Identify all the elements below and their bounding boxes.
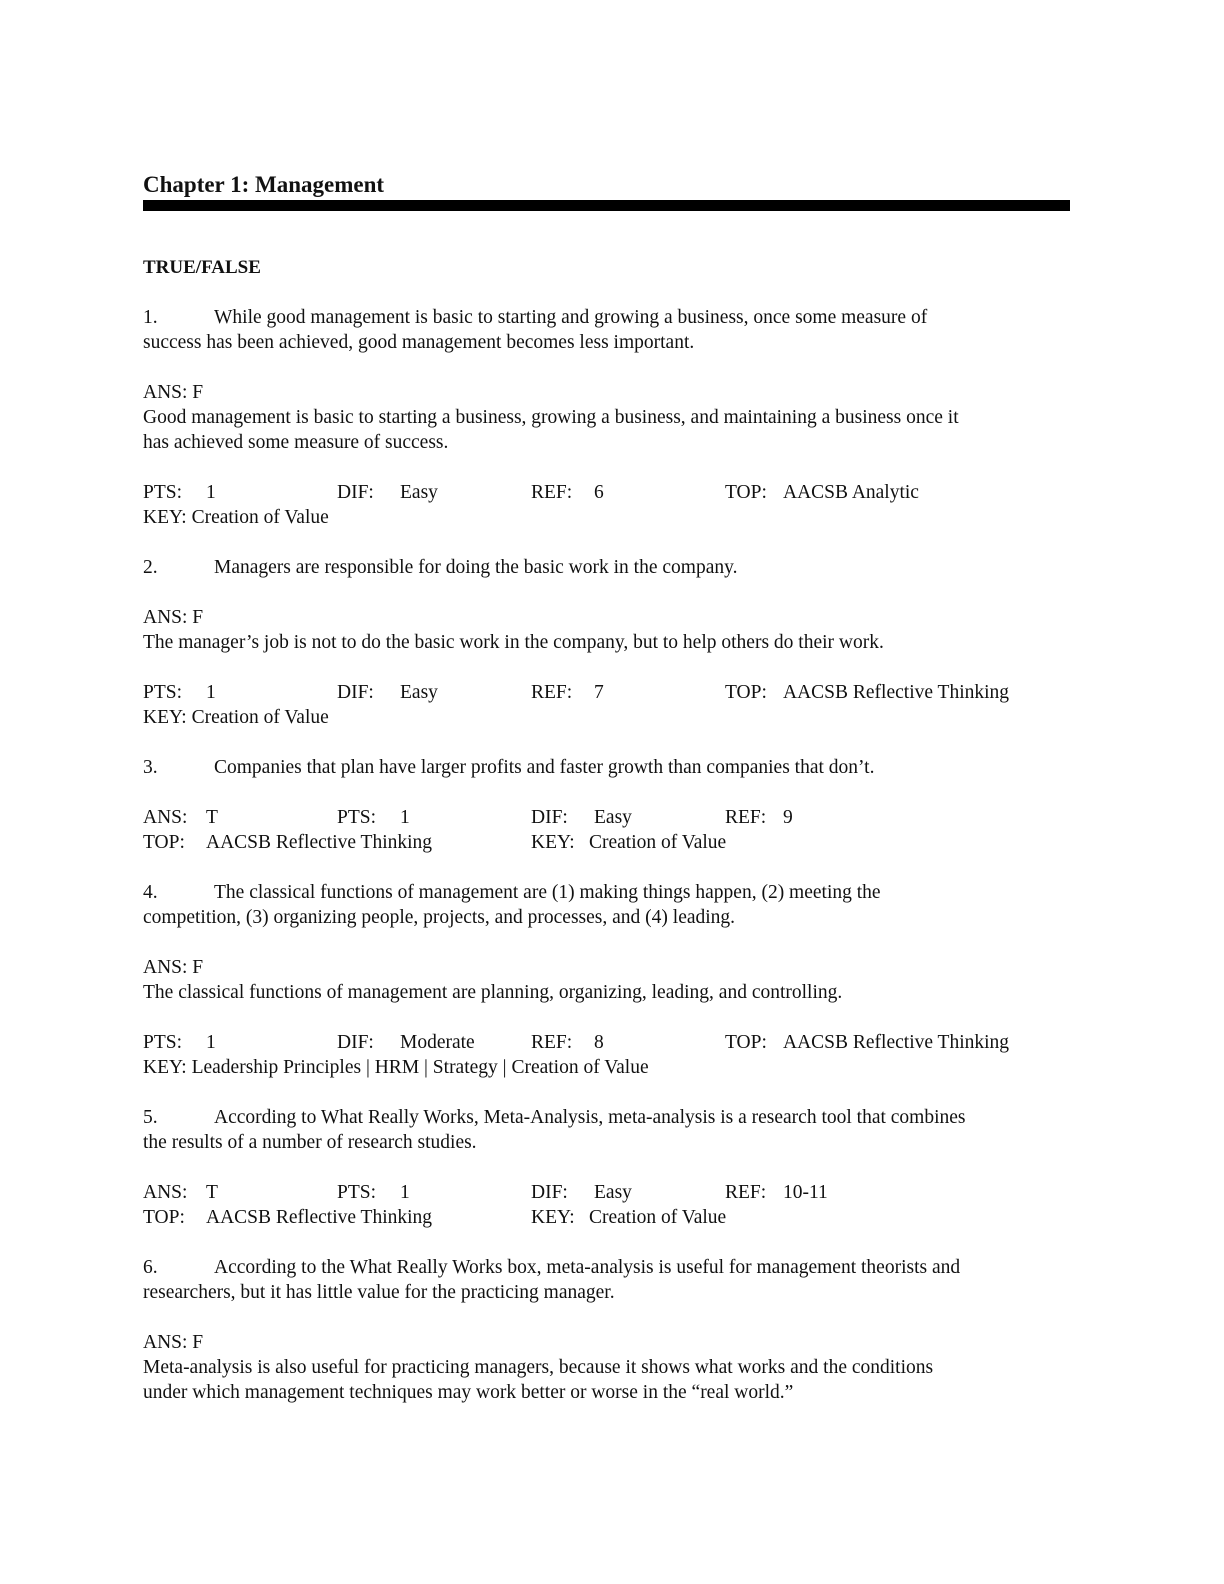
ans-label: ANS:: [143, 807, 188, 828]
answer-6: [143, 1330, 1070, 1405]
title-rule: [143, 200, 1070, 211]
ref-label: REF:: [725, 1182, 767, 1203]
dif-value: Easy: [594, 807, 632, 828]
pts-value: 1: [206, 1032, 216, 1053]
top-value: AACSB Reflective Thinking: [783, 682, 1010, 703]
answer-1: [143, 380, 1070, 455]
question-number: 1.: [143, 307, 158, 328]
answer-4: [143, 955, 1070, 1005]
question-number: 5.: [143, 1107, 158, 1128]
top-label: TOP:: [725, 682, 767, 703]
key-line: KEY: Creation of Value: [143, 507, 329, 528]
question-text-cont: the results of a number of research studies.: [143, 1132, 477, 1153]
question-text: Companies that plan have larger profits and faster growth than companies that don’t.: [214, 757, 875, 778]
question-6: [143, 1255, 1070, 1305]
dif-value: Moderate: [400, 1032, 475, 1053]
question-1: [143, 305, 1070, 355]
answer-label: ANS: F: [143, 382, 204, 403]
top-label: TOP:: [725, 482, 767, 503]
question-text: According to the What Really Works box, meta-analysis is useful for management theorists and: [214, 1257, 961, 1278]
explanation-cont: under which management techniques may work better or worse in the “real world.”: [143, 1382, 794, 1403]
explanation: Good management is basic to starting a business, growing a business, and maintaining a business once it: [143, 407, 959, 428]
ans-value: T: [206, 1182, 218, 1203]
ref-label: REF:: [725, 807, 767, 828]
top-label: TOP:: [143, 1207, 185, 1228]
pts-value: 1: [206, 482, 216, 503]
pts-label: PTS:: [143, 682, 183, 703]
question-text: Managers are responsible for doing the basic work in the company.: [214, 557, 738, 578]
ref-value: 7: [594, 682, 604, 703]
ref-value: 6: [594, 482, 604, 503]
top-value: AACSB Analytic: [783, 482, 919, 503]
question-text: According to What Really Works, Meta-Analysis, meta-analysis is a research tool that combines: [214, 1107, 966, 1128]
pts-value: 1: [400, 1182, 410, 1203]
explanation-cont: has achieved some measure of success.: [143, 432, 449, 453]
meta-1: [143, 480, 1070, 530]
ref-label: REF:: [531, 1032, 573, 1053]
top-value: AACSB Reflective Thinking: [783, 1032, 1010, 1053]
dif-value: Easy: [400, 482, 438, 503]
ref-value: 10-11: [783, 1182, 828, 1203]
ref-value: 9: [783, 807, 793, 828]
pts-label: PTS:: [143, 482, 183, 503]
question-text-cont: success has been achieved, good management becomes less important.: [143, 332, 695, 353]
key-value: Creation of Value: [589, 832, 727, 853]
dif-value: Easy: [400, 682, 438, 703]
key-label: KEY:: [531, 1207, 575, 1228]
ans-label: ANS:: [143, 1182, 188, 1203]
question-number: 3.: [143, 757, 158, 778]
key-label: KEY:: [531, 832, 575, 853]
dif-label: DIF:: [531, 1182, 568, 1203]
dif-label: DIF:: [337, 482, 374, 503]
ref-value: 8: [594, 1032, 604, 1053]
question-5: [143, 1105, 1070, 1155]
explanation: Meta-analysis is also useful for practicing managers, because it shows what works and the conditions: [143, 1357, 934, 1378]
pts-label: PTS:: [143, 1032, 183, 1053]
explanation: The manager’s job is not to do the basic work in the company, but to help others do their work.: [143, 632, 884, 653]
dif-label: DIF:: [337, 1032, 374, 1053]
document-page: [143, 170, 1070, 1405]
dif-label: DIF:: [337, 682, 374, 703]
answer-label: ANS: F: [143, 607, 204, 628]
question-text: While good management is basic to starting and growing a business, once some measure of: [214, 307, 928, 328]
chapter-title: Chapter 1: Management: [143, 172, 385, 197]
ref-label: REF:: [531, 682, 573, 703]
key-line: KEY: Creation of Value: [143, 707, 329, 728]
answer-label: ANS: F: [143, 957, 204, 978]
dif-label: DIF:: [531, 807, 568, 828]
question-text-cont: researchers, but it has little value for the practicing manager.: [143, 1282, 615, 1303]
key-value: Creation of Value: [589, 1207, 727, 1228]
question-number: 4.: [143, 882, 158, 903]
question-text: The classical functions of management are (1) making things happen, (2) meeting the: [214, 882, 881, 903]
ref-label: REF:: [531, 482, 573, 503]
meta-4: [143, 1030, 1070, 1080]
ans-value: T: [206, 807, 218, 828]
meta-3: [143, 805, 1070, 855]
question-text-cont: competition, (3) organizing people, projects, and processes, and (4) leading.: [143, 907, 736, 928]
top-value: AACSB Reflective Thinking: [206, 1207, 433, 1228]
question-2: [143, 555, 1070, 580]
meta-2: [143, 680, 1070, 730]
pts-label: PTS:: [337, 807, 377, 828]
pts-value: 1: [206, 682, 216, 703]
section-heading: TRUE/FALSE: [143, 257, 261, 278]
answer-label: ANS: F: [143, 1332, 204, 1353]
dif-value: Easy: [594, 1182, 632, 1203]
key-line: KEY: Leadership Principles | HRM | Strategy | Creation of Value: [143, 1057, 649, 1078]
explanation: The classical functions of management are planning, organizing, leading, and controlling.: [143, 982, 843, 1003]
question-number: 6.: [143, 1257, 158, 1278]
meta-5: [143, 1180, 1070, 1230]
question-number: 2.: [143, 557, 158, 578]
top-label: TOP:: [143, 832, 185, 853]
top-label: TOP:: [725, 1032, 767, 1053]
answer-2: [143, 605, 1070, 655]
question-4: [143, 880, 1070, 930]
pts-label: PTS:: [337, 1182, 377, 1203]
question-3: [143, 755, 1070, 780]
pts-value: 1: [400, 807, 410, 828]
top-value: AACSB Reflective Thinking: [206, 832, 433, 853]
